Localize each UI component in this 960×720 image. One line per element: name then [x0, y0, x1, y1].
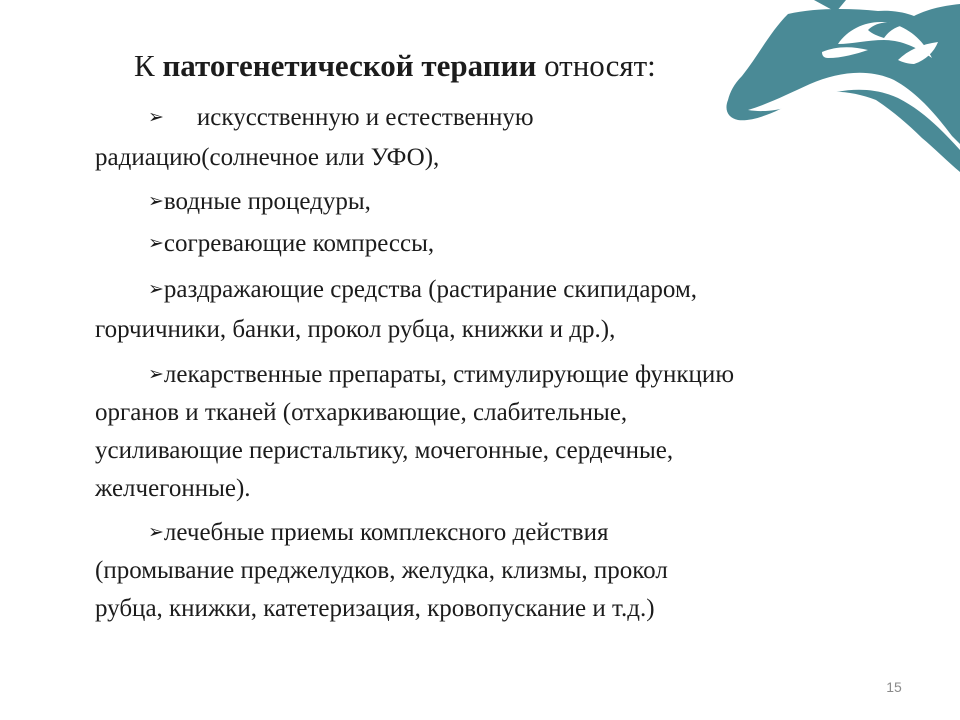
list-item-text: органов и тканей (отхаркивающие, слабительные,: [95, 399, 628, 426]
list-item-4: [148, 272, 697, 309]
arrow-bullet-icon: ➢: [148, 232, 164, 254]
list-item-text: усиливающие перистальтику, мочегонные, сердечные,: [95, 437, 674, 464]
list-item-continuation: [95, 395, 627, 431]
list-item-text: водные процедуры,: [163, 188, 371, 215]
list-item-text: лекарственные препараты, стимулирующие функцию: [163, 361, 734, 388]
list-item-text: согревающие компрессы,: [163, 230, 435, 257]
list-item-text: (промывание преджелудков, желудка, клизмы, прокол: [95, 557, 668, 584]
heading-suffix: относят:: [536, 48, 656, 83]
arrow-bullet-icon: ➢: [148, 521, 164, 543]
list-item-text: искусственную и естественную: [196, 104, 534, 131]
list-item-text: радиацию(солнечное или УФО),: [95, 144, 440, 171]
list-item-text: горчичники, банки, прокол рубца, книжки и др.),: [95, 316, 616, 343]
list-item-text: желчегонные).: [95, 475, 251, 502]
slide-heading: [134, 46, 656, 86]
list-item-6: [148, 515, 608, 552]
horse-head-logo-icon: [718, 0, 960, 172]
list-item-continuation: [95, 140, 439, 176]
list-item-continuation: [95, 471, 251, 507]
list-item-text: лечебные приемы комплексного действия: [163, 519, 609, 546]
list-item-continuation: [95, 433, 673, 469]
list-item-text: рубца, книжки, катетеризация, кровопускание и т.д.): [95, 595, 655, 622]
list-item-5: [148, 357, 734, 394]
page-number: 15: [886, 679, 902, 695]
list-item-text: раздражающие средства (растирание скипидаром,: [163, 276, 698, 303]
heading-prefix: К: [134, 48, 163, 83]
arrow-bullet-icon: ➢: [148, 190, 164, 212]
heading-bold-text: патогенетической терапии: [162, 48, 537, 83]
arrow-bullet-icon: ➢: [148, 278, 164, 300]
list-item-2: [148, 184, 371, 221]
list-item-continuation: [95, 553, 668, 589]
list-item-3: [148, 226, 434, 263]
list-item-1: [148, 100, 534, 137]
list-item-continuation: [95, 312, 615, 348]
list-item-continuation: [95, 591, 655, 627]
arrow-bullet-icon: ➢: [148, 106, 164, 128]
arrow-bullet-icon: ➢: [148, 363, 164, 385]
